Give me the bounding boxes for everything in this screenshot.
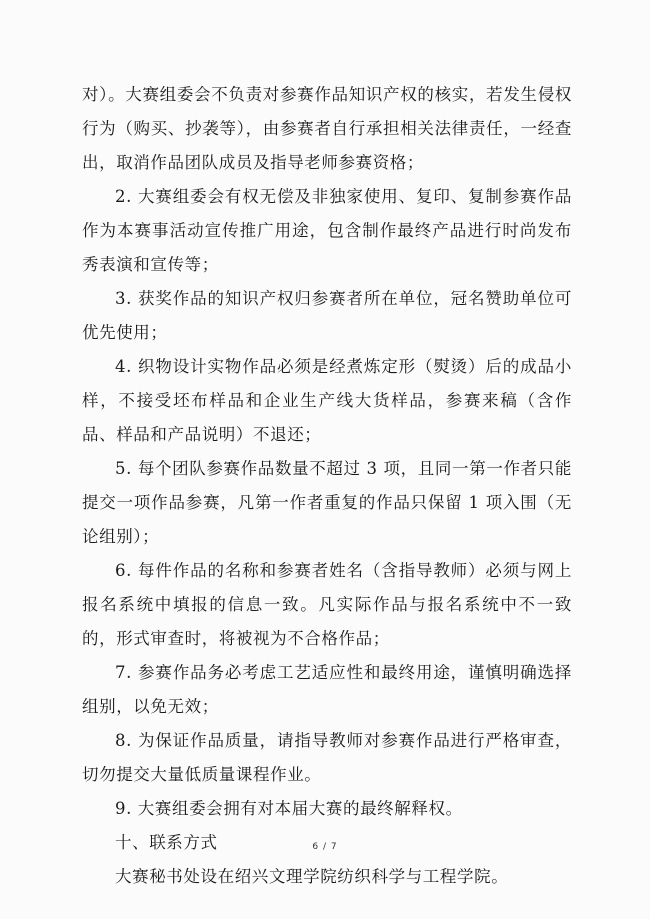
page-number: 6 / 7 <box>312 842 338 852</box>
paragraph-item-6: 6. 每件作品的名称和参赛者姓名（含指导教师）必须与网上报名系统中填报的信息一致。凡实际作品与报名系统中不一致的，形式审查时，将被视为不合格作品； <box>82 561 572 648</box>
paragraph-item-8: 8. 为保证作品质量，请指导教师对参赛作品进行严格审查，切勿提交大量低质量课程作业。 <box>82 731 572 784</box>
paragraph-item-4: 4. 织物设计实物作品必须是经煮炼定形（熨烫）后的成品小样，不接受坯布样品和企业生产线大货样品，参赛来稿（含作品、样品和产品说明）不退还； <box>82 357 572 444</box>
paragraph-item-3: 3. 获奖作品的知识产权归参赛者所在单位，冠名赞助单位可优先使用； <box>82 289 572 342</box>
paragraph-item-5: 5. 每个团队参赛作品数量不超过 3 项，且同一第一作者只能提交一项作品参赛，凡第一作者重复的作品只保留 1 项入围（无论组别）； <box>82 459 572 546</box>
paragraph-item-7: 7. 参赛作品务必考虑工艺适应性和最终用途，谨慎明确选择组别，以免无效； <box>82 663 572 716</box>
paragraph-contact-info: 大赛秘书处设在绍兴文理学院纺织科学与工程学院。 <box>115 867 509 886</box>
paragraph-item-2: 2. 大赛组委会有权无偿及非独家使用、复印、复制参赛作品作为本赛事活动宣传推广用途，包含制作最终产品进行时尚发布秀表演和宣传等； <box>82 187 572 274</box>
paragraph-ip-disclaimer: 对）。大赛组委会不负责对参赛作品知识产权的核实，若发生侵权行为（购买、抄袭等），由参赛者自行承担相关法律责任，一经查出，取消作品团队成员及指导老师参赛资格； <box>82 85 572 172</box>
document-body <box>82 78 572 894</box>
section-heading-contact: 十、联系方式 <box>115 833 218 852</box>
paragraph-item-9: 9. 大赛组委会拥有对本届大赛的最终解释权。 <box>115 799 463 818</box>
